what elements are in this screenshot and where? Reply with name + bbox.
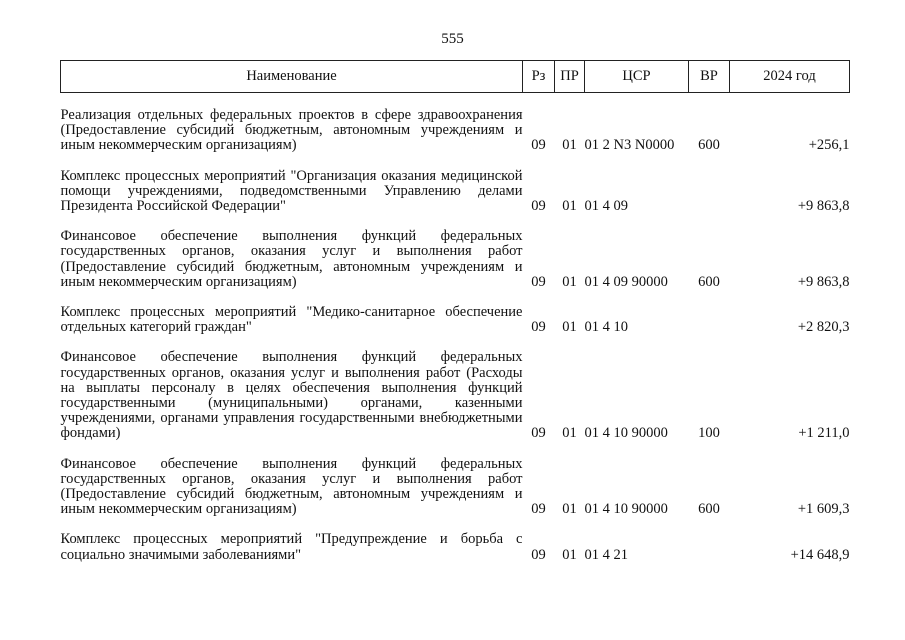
row-vr: 600 <box>698 273 720 290</box>
row-csr: 01 4 10 90000 <box>584 501 668 518</box>
table-row <box>61 447 850 523</box>
row-rz: 09 <box>531 319 546 336</box>
table-row <box>61 93 850 159</box>
table-row <box>61 340 850 446</box>
table-row <box>61 295 850 340</box>
row-rz: 09 <box>531 137 546 154</box>
row-name: Финансовое обеспечение выполнения функций федеральных государственных органов, оказания услуг и выполнения работ (Предоставление субсидий бюджетным, автономным учреждениям и иным некоммерческим организациям) <box>60 228 523 290</box>
row-pr: 01 <box>562 546 577 563</box>
row-csr: 01 4 10 90000 <box>584 425 668 442</box>
table-row <box>61 522 850 567</box>
row-rz: 09 <box>531 501 546 518</box>
table-row <box>61 219 850 295</box>
row-amount: +2 820,3 <box>797 319 850 336</box>
row-rz: 09 <box>531 546 546 563</box>
row-csr: 01 4 10 <box>584 319 628 336</box>
row-pr: 01 <box>562 198 577 215</box>
row-csr: 01 4 21 <box>584 546 628 563</box>
header-vr: ВР <box>689 61 730 93</box>
table-header-row <box>61 61 850 93</box>
table-row <box>61 159 850 220</box>
row-name: Комплекс процессных мероприятий "Предупреждение и борьба с социально значимыми заболеваниями" <box>60 531 523 563</box>
row-name: Комплекс процессных мероприятий "Организация оказания медицинской помощи учреждениями, подведомственными Управлению делами Президента Российской Федерации" <box>60 167 523 215</box>
row-amount: +9 863,8 <box>797 273 850 290</box>
row-name: Комплекс процессных мероприятий "Медико-санитарное обеспечение отдельных категорий граждан" <box>60 304 523 336</box>
row-vr: 100 <box>698 425 720 442</box>
row-amount: +1 211,0 <box>798 425 850 442</box>
header-name: Наименование <box>61 61 523 93</box>
row-csr: 01 4 09 <box>584 198 628 215</box>
row-amount: +14 648,9 <box>790 546 850 563</box>
page-number: 555 <box>441 31 464 47</box>
row-pr: 01 <box>562 273 577 290</box>
row-amount: +256,1 <box>808 137 850 154</box>
row-name: Финансовое обеспечение выполнения функций федеральных государственных органов, оказания услуг и выполнения работ (Предоставление субсидий бюджетным, автономным учреждениям и иным некоммерческим организациям) <box>60 455 523 518</box>
row-amount: +9 863,8 <box>797 198 850 215</box>
budget-table <box>60 60 850 568</box>
row-pr: 01 <box>562 319 577 336</box>
header-pr: ПР <box>555 61 585 93</box>
row-name: Реализация отдельных федеральных проектов в сфере здравоохранения (Предоставление субсидий бюджетным, автономным учреждениям и иным некоммерческим организациям) <box>60 107 523 154</box>
header-rz: Рз <box>523 61 555 93</box>
row-vr: 600 <box>698 501 720 518</box>
row-vr: 600 <box>698 137 720 154</box>
row-name: Финансовое обеспечение выполнения функций федеральных государственных органов, оказания услуг и выполнения работ (Расходы на выплаты персоналу в целях обеспечения выполнения функций государственными (муниципальными) органами, казенными учреждениями, органами управления государственными внебюджетными фондами) <box>60 349 523 442</box>
row-csr: 01 4 09 90000 <box>584 273 668 290</box>
row-rz: 09 <box>531 425 546 442</box>
row-rz: 09 <box>531 198 546 215</box>
header-year: 2024 год <box>730 61 850 93</box>
row-amount: +1 609,3 <box>797 501 850 518</box>
row-pr: 01 <box>562 425 577 442</box>
header-csr: ЦСР <box>585 61 689 93</box>
row-pr: 01 <box>562 501 577 518</box>
row-vr <box>689 159 730 220</box>
row-vr <box>689 522 730 567</box>
row-rz: 09 <box>531 273 546 290</box>
row-csr: 01 2 N3 N0000 <box>584 137 675 154</box>
row-vr <box>689 295 730 340</box>
row-pr: 01 <box>562 137 577 154</box>
